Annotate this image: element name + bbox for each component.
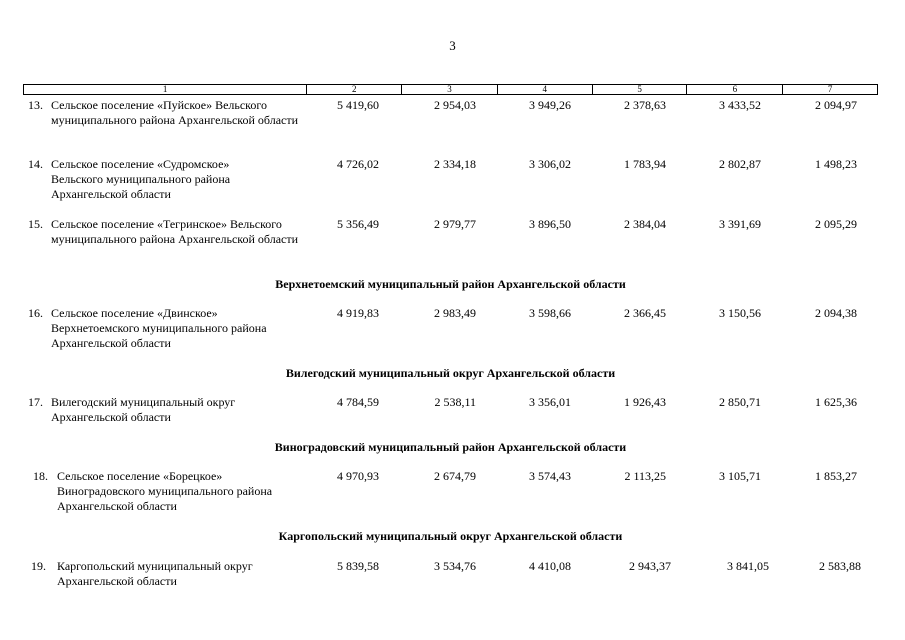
value-col-5: 2 113,25 [624,469,666,483]
value-col-5: 2 384,04 [624,217,666,231]
value-col-3: 3 534,76 [434,559,476,573]
value-col-5: 2 366,45 [624,306,666,320]
row-number: 16. [28,306,43,320]
row-name: Сельское поселение «Судромское» Вельского муниципального района Архангельской области [51,157,231,201]
section-heading: Виноградовский муниципальный район Архангельской области [274,440,627,454]
value-col-4: 3 896,50 [529,217,571,231]
value-col-7: 1 498,23 [815,157,857,171]
row-number: 17. [28,395,43,409]
section-heading: Верхнетоемский муниципальный район Архангельской области [275,277,626,291]
value-col-3: 2 538,11 [434,395,476,409]
value-col-2: 5 839,58 [337,559,379,573]
value-col-7: 2 094,97 [815,98,857,112]
row-name: Сельское поселение «Борецкое» Виноградовского муниципального района Архангельской области [57,469,273,513]
value-col-6: 3 433,52 [719,98,761,112]
value-col-5: 2 378,63 [624,98,666,112]
row-name: Каргопольский муниципальный округ Архангельской области [57,559,253,588]
value-col-2: 4 726,02 [337,157,379,171]
row-name: Сельское поселение «Двинское» Верхнетоемского муниципального района Архангельской области [51,306,267,350]
header-col-5: 5 [592,85,687,94]
page-number: 3 [449,38,456,53]
value-col-7: 2 583,88 [819,559,861,573]
value-col-5: 1 926,43 [624,395,666,409]
value-col-3: 2 979,77 [434,217,476,231]
section-heading: Каргопольский муниципальный округ Архангельской области [278,529,623,543]
value-col-6: 3 105,71 [719,469,761,483]
value-col-4: 4 410,08 [529,559,571,573]
value-col-7: 1 625,36 [815,395,857,409]
value-col-2: 4 784,59 [337,395,379,409]
header-col-2: 2 [306,85,401,94]
row-number: 13. [28,98,43,112]
row-number: 14. [28,157,43,171]
value-col-3: 2 954,03 [434,98,476,112]
row-number: 19. [31,559,46,573]
value-col-6: 2 850,71 [719,395,761,409]
header-col-7: 7 [782,85,877,94]
value-col-7: 1 853,27 [815,469,857,483]
value-col-4: 3 949,26 [529,98,571,112]
row-number: 18. [33,469,48,483]
value-col-4: 3 598,66 [529,306,571,320]
value-col-2: 4 919,83 [337,306,379,320]
value-col-2: 5 356,49 [337,217,379,231]
header-col-1: 1 [162,84,168,94]
value-col-5: 2 943,37 [629,559,671,573]
table-header [23,84,878,95]
value-col-3: 2 983,49 [434,306,476,320]
value-col-5: 1 783,94 [624,157,666,171]
value-col-3: 2 334,18 [434,157,476,171]
header-col-3: 3 [401,85,497,94]
value-col-4: 3 356,01 [529,395,571,409]
value-col-2: 5 419,60 [337,98,379,112]
value-col-7: 2 094,38 [815,306,857,320]
row-name: Сельское поселение «Пуйское» Вельского муниципального района Архангельской области [51,98,299,127]
header-col-4: 4 [497,85,592,94]
value-col-4: 3 306,02 [529,157,571,171]
value-col-2: 4 970,93 [337,469,379,483]
value-col-6: 2 802,87 [719,157,761,171]
value-col-6: 3 391,69 [719,217,761,231]
value-col-6: 3 841,05 [727,559,769,573]
value-col-4: 3 574,43 [529,469,571,483]
value-col-6: 3 150,56 [719,306,761,320]
row-number: 15. [28,217,43,231]
row-name: Сельское поселение «Тегринское» Вельского муниципального района Архангельской области [51,217,299,246]
section-heading: Вилегодский муниципальный округ Архангельской области [285,366,616,380]
value-col-3: 2 674,79 [434,469,476,483]
value-col-7: 2 095,29 [815,217,857,231]
row-name: Вилегодский муниципальный округ Архангельской области [51,395,236,424]
header-col-6: 6 [686,85,782,94]
